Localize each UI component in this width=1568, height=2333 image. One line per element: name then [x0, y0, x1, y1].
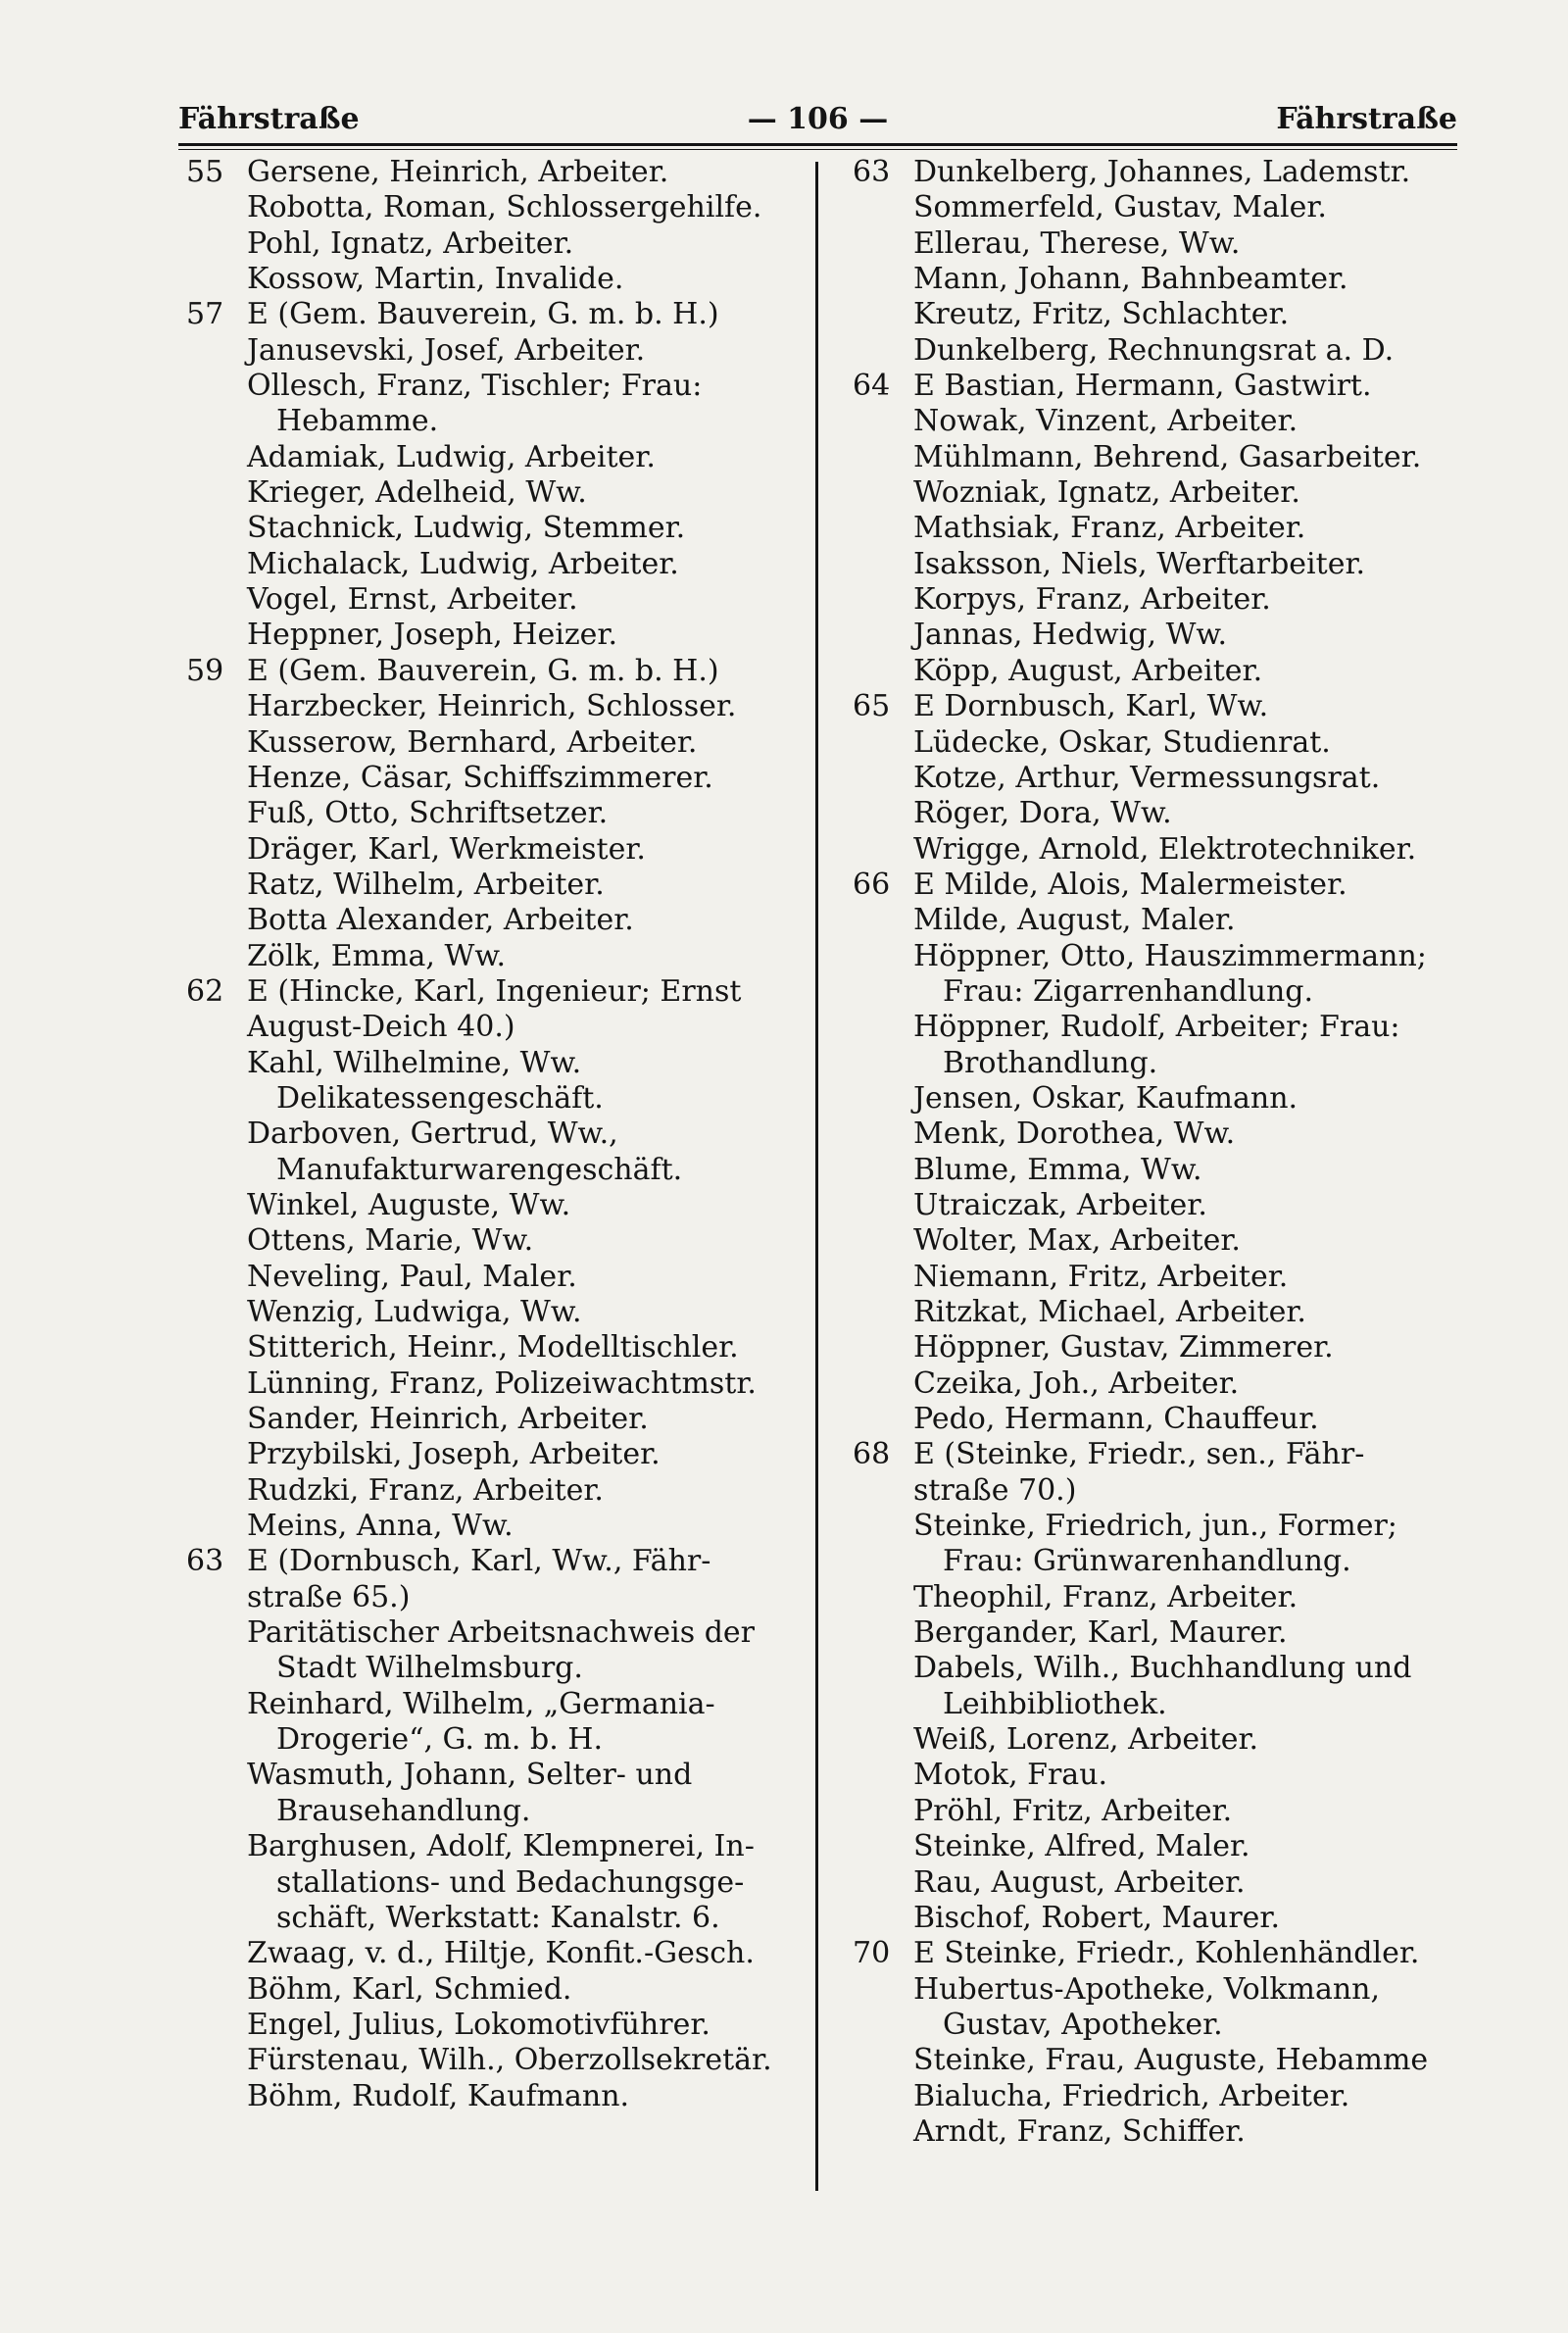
- resident-entry: E Bastian, Hermann, Gastwirt.: [913, 369, 1372, 404]
- resident-entry: Rau, August, Arbeiter.: [913, 1864, 1246, 1900]
- directory-entry-line: [186, 404, 794, 439]
- directory-entry-line: [186, 2008, 794, 2043]
- directory-entry-line: [186, 1402, 794, 1437]
- resident-entry: Fuß, Otto, Schriftsetzer.: [247, 796, 609, 831]
- directory-entry-line: [853, 868, 1470, 903]
- resident-entry: Steinke, Frau, Auguste, Hebamme: [913, 2043, 1429, 2078]
- resident-entry: Hebamme.: [276, 404, 439, 439]
- directory-entry-line: [853, 1829, 1470, 1864]
- resident-entry: Höppner, Gustav, Zimmerer.: [913, 1330, 1334, 1365]
- directory-entry-line: [853, 1223, 1470, 1259]
- resident-entry: Wozniak, Ignatz, Arbeiter.: [913, 475, 1300, 511]
- resident-entry: Janusevski, Josef, Arbeiter.: [247, 332, 646, 368]
- resident-entry: Ollesch, Franz, Tischler; Frau:: [247, 369, 703, 404]
- directory-entry-line: [853, 582, 1470, 618]
- house-number: 64: [853, 369, 891, 404]
- house-number: 59: [186, 653, 224, 688]
- directory-entry-line: [186, 582, 794, 618]
- house-number: 66: [853, 867, 891, 902]
- resident-entry: Mühlmann, Behrend, Gasarbeiter.: [913, 439, 1422, 474]
- resident-entry: Darboven, Gertrud, Ww.,: [247, 1117, 618, 1152]
- resident-entry: Sander, Heinrich, Arbeiter.: [247, 1402, 649, 1437]
- directory-entry-line: [853, 689, 1470, 724]
- resident-entry: Motok, Frau.: [913, 1758, 1108, 1793]
- resident-entry: Michalack, Ludwig, Arbeiter.: [247, 546, 679, 581]
- resident-entry: Steinke, Alfred, Maler.: [913, 1829, 1250, 1864]
- resident-entry: Wenzig, Ludwiga, Ww.: [247, 1295, 582, 1329]
- directory-entry-line: [853, 1758, 1470, 1793]
- resident-entry: Stachnick, Ludwig, Stemmer.: [247, 511, 686, 546]
- resident-entry: Milde, August, Maler.: [913, 903, 1236, 938]
- directory-entry-line: [853, 974, 1470, 1010]
- left-column: [186, 155, 794, 2114]
- directory-entry-line: [186, 511, 794, 546]
- directory-entry-line: [186, 1794, 794, 1829]
- resident-entry: Henze, Cäsar, Schiffszimmerer.: [247, 760, 713, 795]
- directory-entry-line: [186, 1615, 794, 1651]
- resident-entry: Nowak, Vinzent, Arbeiter.: [913, 404, 1298, 439]
- resident-entry: Utraiczak, Arbeiter.: [913, 1187, 1207, 1222]
- directory-entry-line: [853, 1901, 1470, 1936]
- resident-entry: Robotta, Roman, Schlossergehilfe.: [247, 190, 762, 225]
- directory-entry-line: [186, 2079, 794, 2114]
- house-number: 57: [186, 297, 224, 332]
- directory-entry-line: [186, 1295, 794, 1330]
- resident-entry: schäft, Werkstatt: Kanalstr. 6.: [276, 1900, 720, 1935]
- resident-entry: stallations- und Bedachungsge-: [276, 1864, 745, 1900]
- resident-entry: Botta Alexander, Arbeiter.: [247, 903, 634, 938]
- resident-entry: Dräger, Karl, Werkmeister.: [247, 831, 646, 867]
- resident-entry: Wrigge, Arnold, Elektrotechniker.: [913, 831, 1417, 867]
- resident-entry: Arndt, Franz, Schiffer.: [913, 2113, 1246, 2149]
- house-number: 63: [853, 155, 891, 189]
- resident-entry: Pedo, Hermann, Chauffeur.: [913, 1402, 1319, 1437]
- directory-entry-line: [853, 1580, 1470, 1615]
- directory-entry-line: [853, 1260, 1470, 1295]
- resident-entry: Engel, Julius, Lokomotivführer.: [247, 2007, 710, 2042]
- directory-entry-line: [853, 1509, 1470, 1544]
- directory-entry-line: [186, 1829, 794, 1864]
- house-number: 62: [186, 973, 224, 1009]
- directory-entry-line: [186, 1936, 794, 1971]
- resident-entry: Mathsiak, Franz, Arbeiter.: [913, 511, 1306, 546]
- directory-entry-line: [853, 1615, 1470, 1651]
- directory-entry-line: [186, 440, 794, 475]
- directory-entry-line: [853, 1188, 1470, 1223]
- house-number: 65: [853, 689, 891, 724]
- resident-entry: E (Hincke, Karl, Ingenieur; Ernst: [247, 973, 742, 1009]
- resident-entry: Gersene, Heinrich, Arbeiter.: [247, 155, 669, 189]
- directory-entry-line: [853, 1437, 1470, 1472]
- resident-entry: E (Gem. Bauverein, G. m. b. H.): [247, 653, 719, 688]
- resident-entry: Reinhard, Wilhelm, „Germania-: [247, 1686, 715, 1721]
- resident-entry: Kotze, Arthur, Vermessungsrat.: [913, 760, 1381, 795]
- resident-entry: Stitterich, Heinr., Modelltischler.: [247, 1330, 739, 1365]
- resident-entry: Stadt Wilhelmsburg.: [276, 1651, 583, 1686]
- directory-entry-line: [186, 262, 794, 297]
- resident-entry: Höppner, Otto, Hauszimmermann;: [913, 938, 1427, 973]
- directory-entry-line: [186, 1260, 794, 1295]
- right-column: [853, 155, 1470, 2150]
- directory-entry-line: [853, 654, 1470, 689]
- directory-entry-line: [186, 2043, 794, 2078]
- directory-entry-line: [853, 618, 1470, 653]
- directory-entry-line: [186, 903, 794, 938]
- resident-entry: straße 70.): [913, 1472, 1077, 1508]
- resident-entry: Wolter, Max, Arbeiter.: [913, 1223, 1241, 1259]
- resident-entry: Niemann, Fritz, Arbeiter.: [913, 1259, 1289, 1294]
- resident-entry: E (Steinke, Friedr., sen., Fähr-: [913, 1437, 1365, 1472]
- resident-entry: Meins, Anna, Ww.: [247, 1509, 514, 1544]
- header-rule-thick: [178, 143, 1457, 146]
- resident-entry: Bergander, Karl, Maurer.: [913, 1615, 1288, 1651]
- resident-entry: Kossow, Martin, Invalide.: [247, 262, 624, 297]
- directory-entry-line: [186, 1188, 794, 1223]
- directory-entry-line: [853, 226, 1470, 262]
- resident-entry: E Steinke, Friedr., Kohlenhändler.: [913, 1936, 1420, 1971]
- directory-entry-line: [853, 511, 1470, 546]
- resident-entry: Dunkelberg, Rechnungsrat a. D.: [913, 332, 1395, 368]
- directory-entry-line: [853, 832, 1470, 868]
- resident-entry: Barghusen, Adolf, Klempnerei, In-: [247, 1829, 755, 1864]
- directory-entry-line: [186, 1687, 794, 1722]
- house-number: 55: [186, 155, 224, 189]
- directory-entry-line: [853, 1295, 1470, 1330]
- directory-entry-line: [186, 475, 794, 511]
- directory-entry-line: [186, 226, 794, 262]
- resident-entry: E Dornbusch, Karl, Ww.: [913, 689, 1269, 724]
- resident-entry: Ellerau, Therese, Ww.: [913, 225, 1241, 261]
- resident-entry: Böhm, Karl, Schmied.: [247, 1971, 572, 2007]
- directory-entry-line: [186, 1046, 794, 1081]
- resident-entry: Korpys, Franz, Arbeiter.: [913, 582, 1271, 618]
- directory-entry-line: [853, 262, 1470, 297]
- resident-entry: Bialucha, Friedrich, Arbeiter.: [913, 2078, 1350, 2113]
- directory-entry-line: [853, 2043, 1470, 2078]
- directory-entry-line: [853, 440, 1470, 475]
- directory-entry-line: [186, 333, 794, 369]
- directory-entry-line: [853, 1366, 1470, 1402]
- directory-entry-line: [853, 1972, 1470, 2008]
- directory-entry-line: [186, 155, 794, 190]
- directory-entry-line: [853, 761, 1470, 796]
- directory-entry-line: [853, 1046, 1470, 1081]
- directory-entry-line: [853, 547, 1470, 582]
- resident-entry: Jannas, Hedwig, Ww.: [913, 618, 1228, 653]
- directory-entry-line: [186, 761, 794, 796]
- directory-entry-line: [186, 1330, 794, 1365]
- directory-entry-line: [853, 1153, 1470, 1188]
- directory-entry-line: [853, 369, 1470, 404]
- resident-entry: straße 65.): [247, 1579, 411, 1614]
- resident-entry: Kreutz, Fritz, Schlachter.: [913, 297, 1290, 332]
- directory-entry-line: [186, 1544, 794, 1579]
- directory-entry-line: [186, 689, 794, 724]
- directory-entry-line: [853, 939, 1470, 974]
- directory-entry-line: [853, 2079, 1470, 2114]
- directory-entry-line: [186, 1758, 794, 1793]
- directory-entry-line: [853, 903, 1470, 938]
- directory-entry-line: [186, 1509, 794, 1544]
- directory-entry-line: [186, 1437, 794, 1472]
- directory-entry-line: [186, 725, 794, 761]
- directory-entry-line: [853, 297, 1470, 332]
- directory-entry-line: [186, 1651, 794, 1686]
- resident-entry: Czeika, Joh., Arbeiter.: [913, 1365, 1240, 1401]
- directory-entry-line: [853, 333, 1470, 369]
- directory-entry-line: [853, 1722, 1470, 1758]
- resident-entry: Winkel, Auguste, Ww.: [247, 1187, 571, 1222]
- header-street-right: Fährstraße: [1276, 102, 1457, 136]
- resident-entry: Jensen, Oskar, Kaufmann.: [913, 1080, 1298, 1116]
- directory-entry-line: [853, 1081, 1470, 1117]
- directory-entry-line: [186, 1010, 794, 1045]
- resident-entry: Fürstenau, Wilh., Oberzollsekretär.: [247, 2043, 772, 2078]
- resident-entry: Isaksson, Niels, Werftarbeiter.: [913, 546, 1366, 581]
- resident-entry: Bischof, Robert, Maurer.: [913, 1900, 1281, 1935]
- directory-entry-line: [186, 618, 794, 653]
- directory-entry-line: [186, 1117, 794, 1152]
- directory-entry-line: [853, 155, 1470, 190]
- directory-entry-line: [186, 1901, 794, 1936]
- resident-entry: E Milde, Alois, Malermeister.: [913, 867, 1348, 902]
- resident-entry: Krieger, Adelheid, Ww.: [247, 475, 587, 511]
- resident-entry: Paritätischer Arbeitsnachweis der: [247, 1615, 755, 1651]
- page-number: — 106 —: [747, 102, 889, 136]
- resident-entry: Ottens, Marie, Ww.: [247, 1223, 534, 1259]
- resident-entry: Frau: Grünwarenhandlung.: [943, 1544, 1351, 1579]
- directory-entry-line: [186, 1865, 794, 1901]
- resident-entry: Köpp, August, Arbeiter.: [913, 653, 1263, 688]
- directory-entry-line: [853, 1687, 1470, 1722]
- directory-entry-line: [853, 725, 1470, 761]
- resident-entry: Höppner, Rudolf, Arbeiter; Frau:: [913, 1010, 1400, 1045]
- directory-entry-line: [853, 1010, 1470, 1045]
- house-number: 70: [853, 1936, 891, 1971]
- directory-entry-line: [186, 1223, 794, 1259]
- resident-entry: Ratz, Wilhelm, Arbeiter.: [247, 867, 605, 902]
- resident-entry: Frau: Zigarrenhandlung.: [943, 973, 1314, 1009]
- directory-entry-line: [186, 369, 794, 404]
- directory-entry-line: [853, 1865, 1470, 1901]
- resident-entry: Steinke, Friedrich, jun., Former;: [913, 1509, 1397, 1544]
- header-street-left: Fährstraße: [178, 102, 360, 136]
- resident-entry: Lüdecke, Oskar, Studienrat.: [913, 724, 1331, 760]
- directory-entry-line: [853, 1402, 1470, 1437]
- resident-entry: Dunkelberg, Johannes, Lademstr.: [913, 155, 1411, 189]
- directory-entry-line: [853, 1330, 1470, 1365]
- resident-entry: E (Gem. Bauverein, G. m. b. H.): [247, 297, 719, 332]
- directory-entry-line: [853, 2008, 1470, 2043]
- directory-entry-line: [853, 1117, 1470, 1152]
- resident-entry: Blume, Emma, Ww.: [913, 1152, 1202, 1187]
- resident-entry: Ritzkat, Michael, Arbeiter.: [913, 1295, 1306, 1329]
- resident-entry: Brausehandlung.: [276, 1793, 531, 1828]
- column-divider: [815, 162, 818, 2191]
- directory-entry-line: [853, 1544, 1470, 1579]
- resident-entry: Zwaag, v. d., Hiltje, Konfit.-Gesch.: [247, 1936, 755, 1971]
- resident-entry: Drogerie“, G. m. b. H.: [276, 1722, 603, 1758]
- directory-entry-line: [853, 1473, 1470, 1509]
- resident-entry: Mann, Johann, Bahnbeamter.: [913, 262, 1348, 297]
- resident-entry: Adamiak, Ludwig, Arbeiter.: [247, 439, 656, 474]
- house-number: 63: [186, 1544, 224, 1579]
- header-rule-thin: [178, 149, 1457, 150]
- directory-entry-line: [853, 1651, 1470, 1686]
- directory-entry-line: [186, 1081, 794, 1117]
- resident-entry: Kahl, Wilhelmine, Ww.: [247, 1045, 582, 1080]
- resident-entry: Rudzki, Franz, Arbeiter.: [247, 1472, 604, 1508]
- resident-entry: Manufakturwarengeschäft.: [276, 1152, 683, 1187]
- resident-entry: Hubertus-Apotheke, Volkmann,: [913, 1971, 1381, 2007]
- directory-entry-line: [853, 475, 1470, 511]
- directory-entry-line: [186, 297, 794, 332]
- resident-entry: Brothandlung.: [943, 1045, 1158, 1080]
- directory-entry-line: [186, 939, 794, 974]
- directory-entry-line: [186, 1153, 794, 1188]
- resident-entry: Theophil, Franz, Arbeiter.: [913, 1579, 1298, 1614]
- directory-entry-line: [853, 190, 1470, 225]
- resident-entry: Gustav, Apotheker.: [943, 2007, 1223, 2042]
- directory-entry-line: [186, 974, 794, 1010]
- directory-entry-line: [853, 796, 1470, 831]
- resident-entry: Harzbecker, Heinrich, Schlosser.: [247, 689, 737, 724]
- resident-entry: Röger, Dora, Ww.: [913, 796, 1172, 831]
- resident-entry: Sommerfeld, Gustav, Maler.: [913, 190, 1327, 225]
- page-header: [178, 94, 1457, 137]
- directory-entry-line: [186, 1473, 794, 1509]
- resident-entry: Zölk, Emma, Ww.: [247, 938, 506, 973]
- directory-entry-line: [186, 1972, 794, 2008]
- resident-entry: Böhm, Rudolf, Kaufmann.: [247, 2078, 630, 2113]
- directory-entry-line: [186, 1366, 794, 1402]
- resident-entry: Kusserow, Bernhard, Arbeiter.: [247, 724, 698, 760]
- resident-entry: Heppner, Joseph, Heizer.: [247, 618, 618, 653]
- directory-entry-line: [186, 190, 794, 225]
- resident-entry: Weiß, Lorenz, Arbeiter.: [913, 1722, 1259, 1758]
- directory-entry-line: [186, 796, 794, 831]
- resident-entry: Dabels, Wilh., Buchhandlung und: [913, 1651, 1412, 1686]
- directory-entry-line: [186, 1722, 794, 1758]
- house-number: 68: [853, 1437, 891, 1472]
- directory-entry-line: [186, 832, 794, 868]
- resident-entry: Menk, Dorothea, Ww.: [913, 1117, 1236, 1152]
- resident-entry: Pohl, Ignatz, Arbeiter.: [247, 225, 574, 261]
- directory-entry-line: [853, 2114, 1470, 2150]
- resident-entry: Neveling, Paul, Maler.: [247, 1259, 577, 1294]
- resident-entry: Lünning, Franz, Polizeiwachtmstr.: [247, 1365, 757, 1401]
- resident-entry: Przybilski, Joseph, Arbeiter.: [247, 1437, 661, 1472]
- directory-entry-line: [853, 1794, 1470, 1829]
- directory-entry-line: [853, 404, 1470, 439]
- resident-entry: E (Dornbusch, Karl, Ww., Fähr-: [247, 1544, 711, 1579]
- directory-entry-line: [186, 1580, 794, 1615]
- resident-entry: Wasmuth, Johann, Selter- und: [247, 1758, 693, 1793]
- directory-entry-line: [853, 1936, 1470, 1971]
- resident-entry: Leihbibliothek.: [943, 1686, 1167, 1721]
- resident-entry: Vogel, Ernst, Arbeiter.: [247, 582, 578, 618]
- resident-entry: Pröhl, Fritz, Arbeiter.: [913, 1793, 1233, 1828]
- resident-entry: August-Deich 40.): [247, 1010, 515, 1045]
- directory-entry-line: [186, 547, 794, 582]
- directory-entry-line: [186, 654, 794, 689]
- resident-entry: Delikatessengeschäft.: [276, 1080, 604, 1116]
- directory-entry-line: [186, 868, 794, 903]
